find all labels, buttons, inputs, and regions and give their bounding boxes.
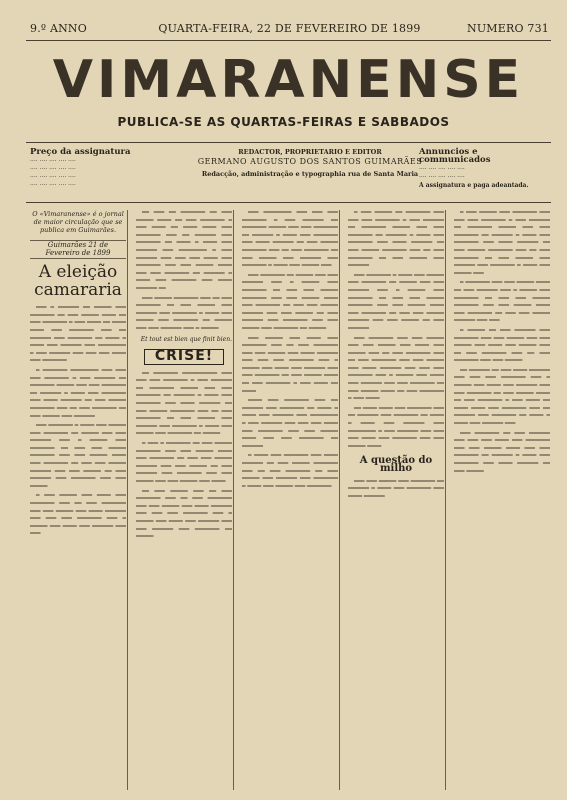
masthead-title: VIMARANENSE bbox=[52, 50, 525, 110]
article-body: ══ ═══════ ══════════ ═══ ═══ ═══ ═══════ ═ ═══ ══════ ══ ═══════ ═════ ═══ ═══ ═══════ ══ ══════ ═ ════ ═══ ═══════ ═══ ════ ══════ ══ ═══ ═════ ═══════ ═══ ══ ═══ ═══════ ══ ═══ ═════ ═══ ══════ ═══ ═══════ ═ ════ ═══ ═════ ═══ ═══════ ══ ═════ ═ ═══ ═ ═══════ ══ ═══ ═════ ═══════ ═══ ═══ ═════ ════ ═══ ═══════ ══ ═══ ═══ ═════ ══════ ═══ ═══ ═════ ══ ═══ ══════ ═══ ═══════ ═══ ═══ ═════ ═══ ═══ ═════ ═══ ════ ══ ═══ ═════ ═══ ══ ═══ ═══════ ═══ ══ ═══ ═══════ ═══ ═══ ═════ ═══ ════ ══════ ═══ ═══ ═══ ═══════ ═══ ═ ═════ ═══ ════ ═══ ══════ ═══ ═══ ══════ ═══ ═══════ ══ ═════ bbox=[136, 370, 232, 541]
address: Redacção, administração e typographia rua de Santa Maria bbox=[201, 170, 419, 178]
editor-label: REDACTOR, PROPRIETARIO E EDITOR bbox=[238, 148, 382, 156]
date-label: QUARTA-FEIRA, 22 DE FEVEREIRO DE 1899 bbox=[158, 22, 421, 35]
issue-number: NUMERO 731 bbox=[467, 22, 549, 35]
circulation-notice: O «Vimaranense» é o jornal de maior circulação que se publica em Guimarães. bbox=[32, 210, 124, 234]
column-1 bbox=[30, 210, 126, 790]
article-body: ═══ ════════ ═══ ═══ ═══ ═══════ ═ ═══ ══════ ══ ═══════ ═════ ═══ ═══ ═══════ ══ ══════ ═ ════ ═══ ═══════ ═══ ════ ══════ ══ ═══ ═════ ═══════ ═══ ══ ═══ ═══════ ══ ═══ ═════ ═══ ══════ ═══ ═══════ ═ ════ ═══ ═════ ═══ ═══ ═══════ ══ ═════ ═══ ═══ ══════ ═══ ═ ═════ ═══ ═══════ ══ ═══ ═══ ═════ ═══════ ═══ ═══ ═════ ════ ═══ ═══════ ══ ═══ ═══ ═════ ══════ ═══ ═══ ═════ ══ ═══ ══════ ═══ ═══════ ═══ ═══ ═════ ═══ ═══════ ══ ═════ ═══ ═════ ═══ ════ ═══ ═══════ ═══ ══ ═══ ═══════ ═══ ═══ ═════ ═══ ════ ══════ ═══ ═══ ═══ ═══════ ═══ ═ ═════ ═══ ════ ═══ ══════ ═══ ═══ ═══════ ══ ═══ ═════ ════ ══ ═══ ═══════ ═ ═══ ════ ══ ════ ════ ═══ ═══════ ═══ ══ ══════ ═══ ═══════ ══ ════ ═ ════ ═══ ══════ ═══ ════════ ═ ═══ ══════ ═══ ═══ ═══ ════ ═══ ═══════ ═══ ═══ ═════ ════ ═══ ═══ ═══════ ══ ══════ ═ ════ ═══ ═══════ ═══ ════ ══════ ══ ═══ ═════ ═══════ ═══ ══ ═══ ═══════ ══ ═══ ═════ ═══ ══════ ═══ ═══════ ═ ════ ═══ ═════ ═══ ═══════ bbox=[242, 210, 338, 490]
article-signature: Et tout est bien que finit bien. bbox=[140, 335, 232, 343]
editor-name: GERMANO AUGUSTO DOS SANTOS GUIMARÃES bbox=[197, 157, 423, 166]
article-body: ═══ ═══ ═════ ═══ ═══════ ══ ══════ ═ ════ ═══ ═══════ ═══ ════ ══════ bbox=[348, 478, 444, 500]
ads-block bbox=[419, 148, 549, 190]
headline-crise: CRISE! bbox=[144, 349, 224, 365]
article-body: ═ ═══ ═════ ══ ═══════ ═══ ═══ ═══ ═══════ ═ ═══ ══════ ══ ═══════ ═════ ═══ ═══ ═══════ ══ ══════ ═ ════ ═══ ═══════ ═══ ════ ══════ ══ ═══ ═════ ═══════ ═══ ══ ═══ ═══════ ══ ═══ ═════ ═══ ══════ ═══ ═══════ ═ ════ ═══ ═════ ═══ ═══════ ══ ═════ ═══ ═══ ══════ ═══ ═ ═════ ═══ ═══════ ══ ═══ ═══ ═════ ═══════ ═══ ═══ ═════ ════ ═══ ═══════ ══ ═══ ═══ ═════ ══════ ═══ ═══ ═════ ══ ═══ ══════ ═══ ═══════ ═══ ═══ ═════ ═══ ═══ ═════ ═══ ════ ═══ ═════ ═══ ══ ═══ ═══════ ═══ ══ ═══ ═══════ ═══ ═══ ═════ ═══ ════ ══════ ═══ ═══ ═══ ═══════ ═══ ═ ═════ ═══ ════ ═══ ══════ ═══ ═══ ═══════ ══ ═══ ═════ ════ ══ ═══ ═══════ ═ ═══ ════ ══ ════ ════ ═══ ═══════ ═══ ══ ══════ ═══ ═══════ ══ ════ ═ ════ ═══ ══════ ═══ ════════ ═ ═══ ══════ ═══ ═══ ═══ ════ ═══ ═══════ ═══ ═══ ═════ ════ bbox=[348, 210, 444, 450]
column-3 bbox=[242, 210, 338, 790]
top-rule bbox=[26, 40, 551, 41]
ads-text: ···· ···· ···· ···· ···· ···· ···· ···· ···· ···· bbox=[419, 166, 465, 181]
article-body: ══ ═══ ══ ═══════ ══ ═══ ═════ ════ ══ ═══ ═══════ ═ ═══ ════ ══ ════ ════ ═══ ═══════ ═══ ══ ══════ ═══ ═══════ ══ ════ ═ ════ ═══ ══════ ═══ ════════ ═ ═══ ══════ ═══ ═══ ═══ ════ ═══ ═══════ ═══ ═══ ═════ ════ ═══ ═══ ═══════ ══ ══════ ═ ════ ═══ ═══════ ═══ ════ ══════ ══ ═══ ═════ ═══════ ═══ ══ ═══ ═══════ ══ ═══ ═════ ═══ ══════ ═══ ═══════ ═ ════ ═══ ═════ ═══ ═══════ ══ ═════ ═══ ═══ ══════ ═══ ═ ═════ bbox=[136, 210, 232, 332]
issue-line bbox=[30, 22, 549, 36]
column-2 bbox=[136, 210, 232, 790]
headline-milho: A questão do milho bbox=[359, 455, 433, 474]
ads-title: Annuncios e communicados bbox=[419, 147, 491, 165]
headline-eleicao: A eleição camararia bbox=[34, 262, 122, 301]
year-label: 9.º ANNO bbox=[30, 22, 87, 35]
ads-note: A assignatura e paga adeantada. bbox=[419, 182, 529, 189]
article-columns bbox=[26, 210, 551, 790]
prices-block bbox=[30, 148, 160, 190]
editor-block bbox=[185, 148, 435, 178]
info-bottom-rule bbox=[26, 202, 551, 203]
column-5 bbox=[454, 210, 550, 790]
info-bar bbox=[30, 148, 549, 198]
dateline: Guimarães 21 de Fevereiro de 1899 bbox=[30, 240, 126, 259]
prices-title: Preço da assignatura bbox=[30, 147, 131, 157]
info-top-rule bbox=[26, 142, 551, 143]
article-body: ═══ ═ ══════ ══ ═════ ═══ ═══════ ══ ═══ ═════ ════ ══ ═══ ═══════ ═ ═══ ════ ══ ════ ════ ═══ ═══════ ═══ ══ ══════ ═══ ═══════ ══ ════ ═ ════ ═══ ══════ ═══ ════════ ═ ═══ ══════ ═══ ═══ ═══ ════ ═══ ═══════ ═ ═══════ ════════ ═══ ═══ ═══ ═══════ ═ ═══ ══════ ══ ═══════ ═════ ═══ ═══ ═══════ ══ ══════ ═ ════ ═══ ═══════ ═══ ════ ══════ ══ ═══ ═════ ═══════ ═══ ══ ═══ ═══════ ══ ═══ ═════ ═══ ══════ ═══ ═══════ ═ ════ ═══ ═════ ═══ ═══════ ══ ═════ ═══ ═══ ══════ ═══ ═ ═════ ═══ ═══════ ══ ═══ ═══ ═════ ═══════ ═══ ═══ ═════ ════ ═══ ═══════ ══ ═══ ═══ ═════ ══════ ═══ ═══ ═════ ══ ═══ ══════ ═══ ═══════ ═══ ═══ ═════ ═ ═══ ═════ ═══ ════ ═══ ═══════ ═══ ══ ═══ ═══════ ═══ ═══ ═════ ═══ ════ ══════ ═══ ═══ ═══ ═══════ ═══ ═ ═════ ═══ ════ ═══ ══════ ═══ ═══ bbox=[30, 305, 126, 538]
prices-text: ···· ···· ···· ···· ···· ···· ···· ···· ···· ···· ···· ···· ···· ···· ···· ···· ···· ···· ···· ···· bbox=[30, 158, 76, 189]
column-4 bbox=[348, 210, 444, 790]
article-body: ═ ═══ ═════ ═══ ═══════ ═══ ═══ ═══ ═══════ ═ ═══ ══════ ══ ═══════ ═════ ═══ ═══ ═══════ ══ ══════ ═ ════ ═══ ═══════ ═══ ════ ══════ ══ ═══ ═════ ═══════ ═══ ══ ═══ ═══════ ══ ═══ ═════ ═══ ══════ ═══ ═══════ ═ ════ ═══ ═════ ═══ ═ ═══════ ═══ ═══ ═════ ════ ══ ═══ ══════ ═══ ═ ═════ ═══ ═══════ ══ ═══ ═══ ═════ ═══════ ═══ ═══ ═════ ════ ═══ ═══════ ══ ═══ ═══ ═════ ══════ ═══ ═══ ═ ═════ ══ ═══ ══════ ═══ ═══════ ═══ ═══ ═════ ═══ ═══ ═════ ═══ ════ ═══ ═════ ═══ ══ ═══ ═══════ ═══ ══ ═══ ═══════ ═══ ═══ ═════ ══ ══════ ══ ═══ ════ ══════ ═══ ═══ ═══ ═══════ ═══ ═ ═════ ═══ ════ ═══ ══════ ═══ ═══ ═══════ ══ ═══ ═════ ════ ══ ═══ ═══════ ═ ═══ ════ ══ ════ ════ ═══ ═══════ ═══ ══ ══════ ═══ ═══════ ══ ════ ═ ════ ═══ ══════ ═══ ═══ ═══════ ══ ═══ ══════ ═══ ═══ ═══ ════ ═══ ═══════ ═══ ═══ ═════ ════ ═══ ═══ ═══════ ══ ══════ ═ ════ ═══ ═══════ ═══ ════ ══════ ══ ═══ ═════ bbox=[454, 210, 550, 475]
masthead-subtitle: PUBLICA-SE AS QUARTAS-FEIRAS E SABBADOS bbox=[117, 115, 450, 129]
